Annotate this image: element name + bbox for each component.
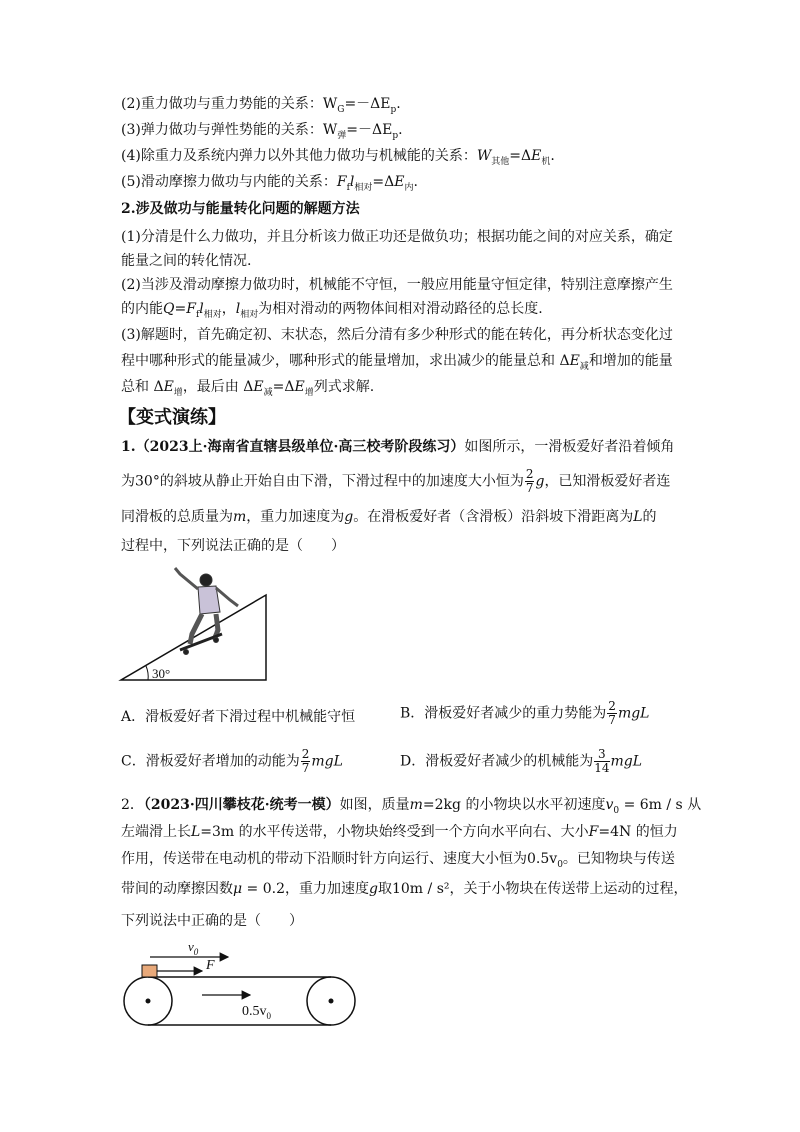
section-title: 【变式演练】: [118, 407, 226, 428]
q1-line4: 过程中，下列说法正确的是（ ）: [121, 538, 345, 554]
relation-friction: (5)滑动摩擦力做功与内能的关系：$F_fl_{相对}=\Delta E_内$.: [121, 174, 418, 193]
fraction: $\frac{2}{7}$: [608, 699, 616, 727]
angle-arc: [146, 666, 148, 680]
method-title: 2.涉及做功与能量转化问题的解题方法: [121, 201, 360, 217]
method-p2b: 的内能$Q=F_fl_{相对}$，$l_{相对}$为相对滑动的两物体间相对滑动路径的总长度.: [121, 301, 543, 320]
method-p3a: (3)解题时，首先确定初、末状态，然后分清有多少种形式的能在转化，再分析状态变化过: [121, 327, 673, 343]
method-p2a: (2)当涉及滑动摩擦力做功时，机械能不守恒，一般应用能量守恒定律，特别注意摩擦产生: [121, 277, 673, 293]
method-p1a: (1)分清是什么力做功，并且分析该力做正功还是做负功；根据功能之间的对应关系，确定: [121, 229, 673, 245]
skateboarder-figure: [175, 568, 238, 655]
fraction: $\frac{3}{14}$: [594, 747, 610, 775]
belt-speed-label: $0.5v_0$: [242, 1004, 271, 1021]
fraction: $\frac{2}{7}$: [301, 747, 310, 775]
relation-gravity: (2)重力做功与重力势能的关系：$W_G=-\Delta E_p$.: [121, 96, 401, 115]
q2-line4: 带间的动摩擦因数μ = 0.2，重力加速度g取10m / s²，关于小物块在传送带上运动的过程，: [121, 881, 688, 897]
q1-line3: 同滑板的总质量为m，重力加速度为g。在滑板爱好者（含滑板）沿斜坡下滑距离为L的: [121, 509, 657, 525]
fraction: $\frac{2}{7}$: [525, 467, 534, 495]
q1-line2: 为30°的斜坡从静止开始自由下滑，下滑过程中的加速度大小恒为 $\frac{2}{7}$ g，已知滑板爱好者连: [121, 467, 671, 495]
relation-elastic: (3)弹力做功与弹性势能的关系：$W_弹=-\Delta E_p$.: [121, 122, 403, 141]
q1-option-b[interactable]: B．滑板爱好者减少的重力势能为 $\frac{2}{7}$ mgL: [400, 699, 650, 727]
q1-option-c[interactable]: C．滑板爱好者增加的动能为 $\frac{2}{7}$ mgL: [121, 747, 343, 775]
q1-line1: 1.（2023上·海南省直辖县级单位·高三校考阶段练习）如图所示，一滑板爱好者沿着倾角: [121, 439, 675, 455]
method-p3c: 总和 $\Delta E_增$，最后由 $\Delta E_减=\Delta E_增$列式求解.: [121, 379, 375, 398]
q1-figure: [118, 560, 278, 685]
q2-line3: 作用，传送带在电动机的带动下沿顺时针方向运行、速度大小恒为$0.5v_0$。已知物块与传送: [121, 851, 675, 870]
q2-line1: 2．（2023·四川攀枝花·统考一模）如图，质量m=2kg 的小物块以水平初速度$v_0 = 6m / s$ 从: [121, 797, 702, 816]
method-p3b: 程中哪种形式的能量减少，哪种形式的能量增加，求出减少的能量总和 $\Delta E_减$和增加的能量: [121, 353, 673, 372]
block: [142, 965, 157, 977]
relation-mechanical: (4)除重力及系统内弹力以外其他力做功与机械能的关系：$W_{其他}=\Delta E_机$.: [121, 148, 555, 167]
q2-line5: 下列说法中正确的是（ ）: [121, 913, 303, 929]
q1-option-a[interactable]: A．滑板爱好者下滑过程中机械能守恒: [121, 709, 356, 725]
force-label: F: [206, 958, 215, 973]
angle-label: 30°: [152, 666, 171, 681]
q2-line2: 左端滑上长L=3m 的水平传送带，小物块始终受到一个方向水平向右、大小F=4N 的恒力: [121, 824, 678, 840]
v0-label: $v_0$: [188, 939, 199, 957]
q1-option-d[interactable]: D．滑板爱好者减少的机械能为 $\frac{3}{14}$ mgL: [400, 747, 643, 775]
q2-figure: [118, 935, 368, 1035]
method-p1b: 能量之间的转化情况.: [121, 253, 252, 269]
